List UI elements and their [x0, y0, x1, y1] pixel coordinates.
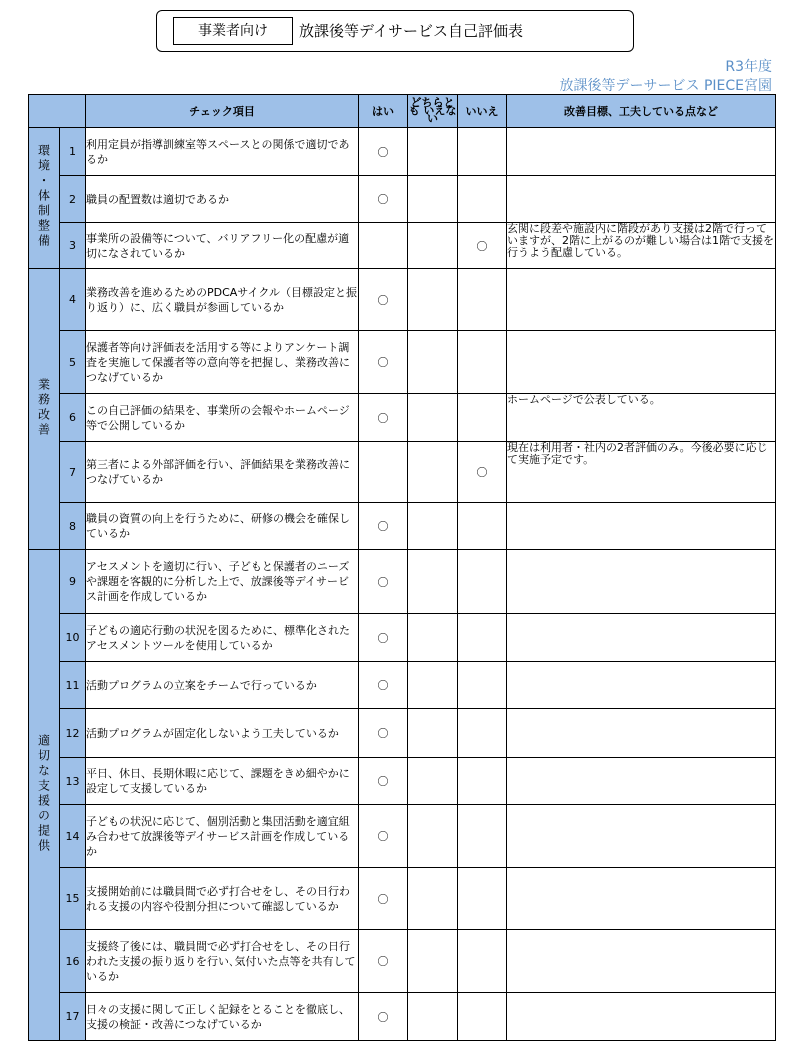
category-label: 環境・体制整備 [36, 144, 51, 249]
row-number: 12 [60, 709, 86, 758]
header-improvement: 改善目標、工夫している点など [507, 95, 776, 128]
no-mark [458, 868, 507, 930]
check-item-text: 職員の配置数は適切であるか [86, 176, 359, 223]
table-row [29, 614, 776, 662]
no-mark [458, 930, 507, 993]
improvement-note [507, 176, 776, 223]
yes-mark: 〇 [359, 614, 408, 662]
neither-mark [408, 176, 458, 223]
audience-label: 事業者向け [173, 17, 293, 45]
row-number: 10 [60, 614, 86, 662]
no-mark [458, 709, 507, 758]
improvement-note [507, 550, 776, 614]
table-row [29, 442, 776, 503]
check-item-text: 職員の資質の向上を行うために、研修の機会を確保しているか [86, 503, 359, 550]
check-item-text: 支援終了後には、職員間で必ず打合せをし、その日行われた支援の振り返りを行い､気付いた点等を共有しているか [86, 930, 359, 993]
neither-mark [408, 709, 458, 758]
row-number: 14 [60, 805, 86, 868]
row-number: 7 [60, 442, 86, 503]
check-item-text: 業務改善を進めるためのPDCAサイクル（目標設定と振り返り）に、広く職員が参画しているか [86, 269, 359, 331]
neither-mark [408, 805, 458, 868]
neither-mark [408, 662, 458, 709]
no-mark [458, 805, 507, 868]
no-mark [458, 758, 507, 805]
neither-mark [408, 128, 458, 176]
improvement-note [507, 993, 776, 1041]
yes-mark: 〇 [359, 993, 408, 1041]
check-item-text: 第三者による外部評価を行い、評価結果を業務改善につなげているか [86, 442, 359, 503]
check-item-text: 活動プログラムが固定化しないよう工夫しているか [86, 709, 359, 758]
improvement-note [507, 128, 776, 176]
row-number: 15 [60, 868, 86, 930]
category-cell [29, 269, 60, 550]
check-item-text: 日々の支援に関して正しく記録をとることを徹底し、支援の検証・改善につなげているか [86, 993, 359, 1041]
yes-mark: 〇 [359, 503, 408, 550]
table-row [29, 128, 776, 176]
improvement-note [507, 662, 776, 709]
neither-mark [408, 614, 458, 662]
table-row [29, 662, 776, 709]
no-mark [458, 993, 507, 1041]
title-box [156, 10, 634, 52]
header-yes: はい [359, 95, 408, 128]
table-row [29, 805, 776, 868]
category-cell [29, 550, 60, 1041]
no-mark [458, 331, 507, 394]
yes-mark: 〇 [359, 394, 408, 442]
no-mark: 〇 [458, 223, 507, 269]
improvement-note [507, 614, 776, 662]
row-number: 6 [60, 394, 86, 442]
header-row [29, 95, 776, 128]
no-mark [458, 503, 507, 550]
improvement-note [507, 758, 776, 805]
neither-mark [408, 550, 458, 614]
check-item-text: 保護者等向け評価表を活用する等によりアンケート調査を実施して保護者等の意向等を把握し、業務改善につなげているか [86, 331, 359, 394]
row-number: 16 [60, 930, 86, 993]
yes-mark [359, 223, 408, 269]
row-number: 8 [60, 503, 86, 550]
yes-mark: 〇 [359, 331, 408, 394]
row-number: 1 [60, 128, 86, 176]
category-label: 適切な支援の提供 [36, 733, 51, 854]
yes-mark [359, 442, 408, 503]
yes-mark: 〇 [359, 128, 408, 176]
neither-mark [408, 758, 458, 805]
row-number: 3 [60, 223, 86, 269]
neither-mark [408, 394, 458, 442]
no-mark [458, 614, 507, 662]
no-mark [458, 269, 507, 331]
neither-mark [408, 269, 458, 331]
row-number: 13 [60, 758, 86, 805]
no-mark: 〇 [458, 442, 507, 503]
table-row [29, 993, 776, 1041]
yes-mark: 〇 [359, 758, 408, 805]
table-row [29, 223, 776, 269]
yes-mark: 〇 [359, 805, 408, 868]
no-mark [458, 394, 507, 442]
check-item-text: この自己評価の結果を、事業所の会報やホームページ等で公開しているか [86, 394, 359, 442]
form-title: 放課後等デイサービス自己評価表 [299, 22, 523, 40]
category-label: 業務改善 [36, 377, 51, 438]
header-no: いいえ [458, 95, 507, 128]
neither-mark [408, 331, 458, 394]
table-row [29, 269, 776, 331]
check-item-text: 子どもの状況に応じて、個別活動と集団活動を適宜組み合わせて放課後等デイサービス計画を作成しているか [86, 805, 359, 868]
yes-mark: 〇 [359, 550, 408, 614]
category-cell [29, 128, 60, 269]
header-check-item: チェック項目 [86, 95, 359, 128]
improvement-note [507, 503, 776, 550]
row-number: 11 [60, 662, 86, 709]
improvement-note: ホームページで公表している。 [507, 394, 776, 442]
no-mark [458, 128, 507, 176]
yes-mark: 〇 [359, 868, 408, 930]
check-item-text: 支援開始前には職員間で必ず打合せをし、その日行われる支援の内容や役割分担について確認しているか [86, 868, 359, 930]
improvement-note: 玄関に段差や施設内に階段があり支援は2階で行っていますが、2階に上がるのが難しい場合は1階で支援を行うよう配慮している。 [507, 223, 776, 269]
table-row [29, 709, 776, 758]
row-number: 17 [60, 993, 86, 1041]
neither-mark [408, 993, 458, 1041]
neither-mark [408, 442, 458, 503]
neither-mark [408, 868, 458, 930]
row-number: 5 [60, 331, 86, 394]
table-row [29, 394, 776, 442]
table-row [29, 176, 776, 223]
table-row [29, 930, 776, 993]
yes-mark: 〇 [359, 269, 408, 331]
table-row [29, 503, 776, 550]
check-item-text: 活動プログラムの立案をチームで行っているか [86, 662, 359, 709]
neither-mark [408, 223, 458, 269]
yes-mark: 〇 [359, 709, 408, 758]
neither-mark [408, 503, 458, 550]
improvement-note [507, 331, 776, 394]
table-row [29, 868, 776, 930]
table-row [29, 331, 776, 394]
no-mark [458, 662, 507, 709]
no-mark [458, 176, 507, 223]
improvement-note [507, 269, 776, 331]
office-name: 放課後等デーサービス PIECE宮園 [559, 78, 772, 94]
no-mark [458, 550, 507, 614]
improvement-note [507, 709, 776, 758]
row-number: 9 [60, 550, 86, 614]
table-row [29, 758, 776, 805]
check-item-text: 利用定員が指導訓練室等スペースとの関係で適切であるか [86, 128, 359, 176]
improvement-note [507, 868, 776, 930]
header-blank [29, 95, 86, 128]
yes-mark: 〇 [359, 662, 408, 709]
row-number: 2 [60, 176, 86, 223]
row-number: 4 [60, 269, 86, 331]
check-item-text: アセスメントを適切に行い、子どもと保護者のニーズや課題を客観的に分析した上で、放課後等デイサービス計画を作成しているか [86, 550, 359, 614]
header-neither: どちらとも いえない [408, 95, 458, 128]
fiscal-year: R3年度 [725, 59, 772, 75]
yes-mark: 〇 [359, 176, 408, 223]
check-item-text: 事業所の設備等について、バリアフリー化の配慮が適切になされているか [86, 223, 359, 269]
table-row [29, 550, 776, 614]
improvement-note [507, 805, 776, 868]
improvement-note: 現在は利用者・社内の2者評価のみ。今後必要に応じて実施予定です。 [507, 442, 776, 503]
improvement-note [507, 930, 776, 993]
evaluation-table [28, 94, 776, 1041]
check-item-text: 平日、休日、長期休暇に応じて、課題をきめ細やかに設定して支援しているか [86, 758, 359, 805]
check-item-text: 子どもの適応行動の状況を図るために、標準化されたアセスメントツールを使用しているか [86, 614, 359, 662]
yes-mark: 〇 [359, 930, 408, 993]
neither-mark [408, 930, 458, 993]
